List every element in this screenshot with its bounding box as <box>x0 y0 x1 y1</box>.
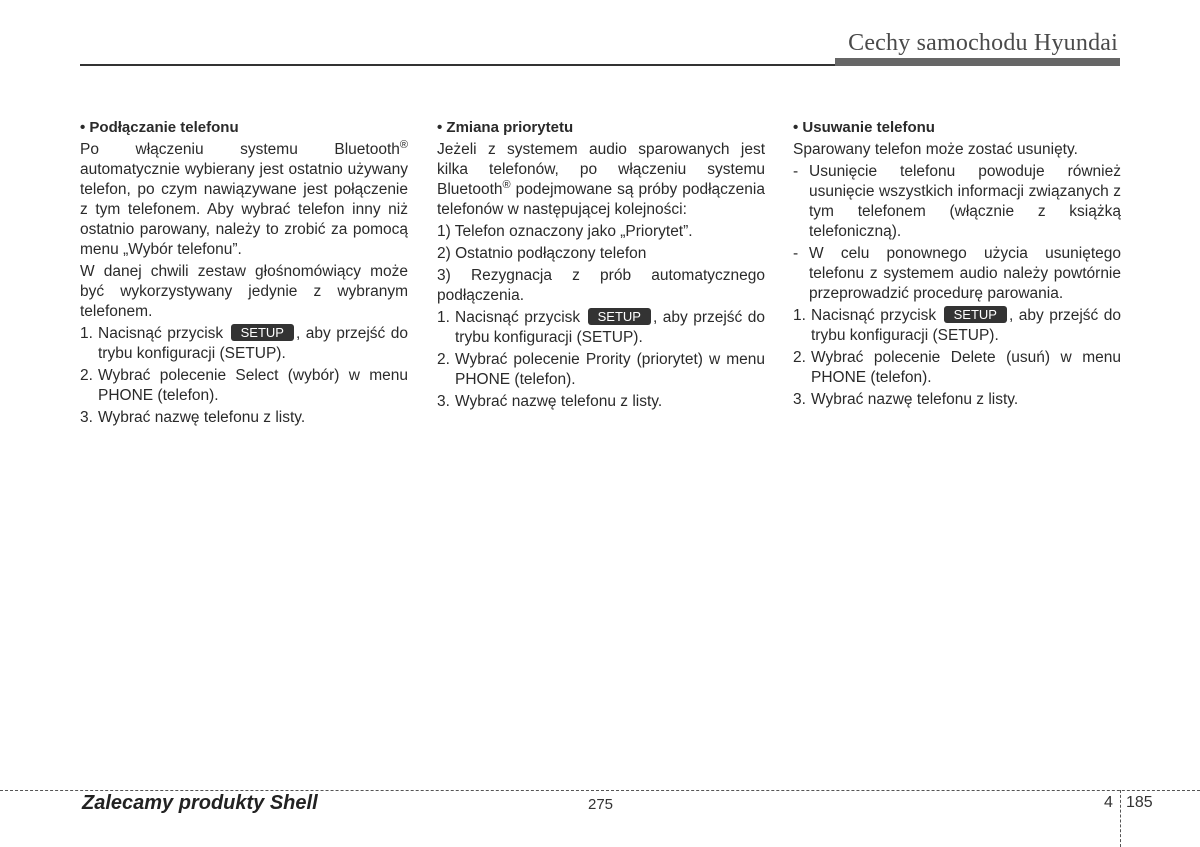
step-text: Wybrać polecenie Select (wybór) w menu PHONE (telefon). <box>98 367 408 404</box>
chapter-number: 4 <box>1104 794 1113 811</box>
step-number: 3. <box>437 393 450 410</box>
step-2 <box>80 366 408 406</box>
dash-text: Usunięcie telefonu powoduje również usunięcie wszystkich informacji związanych z tym telefonem (włącznie z książką telefoniczną). <box>809 163 1121 240</box>
header-rule <box>80 64 836 66</box>
page-divider <box>1120 790 1121 847</box>
setup-button: SETUP <box>588 308 651 325</box>
step-number: 1. <box>437 309 450 326</box>
step-1 <box>437 308 765 348</box>
step-2 <box>793 348 1121 388</box>
text: podejmowane są próby podłączenia telefonów w następującej kolejności: <box>437 181 765 218</box>
step-number: 1. <box>793 307 806 324</box>
step-number: 3. <box>793 391 806 408</box>
dash-item <box>793 162 1121 242</box>
step-3 <box>437 392 765 412</box>
text: Jeżeli z systemem audio sparowanych jest kilka telefonów, po włączeniu systemu Bluetooth <box>437 141 765 198</box>
section-change-priority <box>437 118 765 414</box>
setup-button: SETUP <box>944 306 1007 323</box>
text: automatycznie wybierany jest ostatnio używany telefon, po czym nawiązywane jest połączenie z tym telefonem. Aby wybrać telefon inny niż ostatnio parowany, należy to zrobić za pomocą menu „Wybór telefonu”. <box>80 161 408 258</box>
text: , aby przejść do trybu konfiguracji (SETUP). <box>98 325 408 362</box>
text: Nacisnąć przycisk <box>455 309 586 326</box>
registered-mark: ® <box>399 138 408 151</box>
list-item: 2) Ostatnio podłączony telefon <box>437 245 647 262</box>
step-number: 1. <box>80 325 93 342</box>
footer-brand: Zalecamy produkty Shell <box>82 792 318 814</box>
section-delete-phone <box>793 118 1121 412</box>
dash-mark: - <box>793 245 799 262</box>
step-text <box>811 306 1121 346</box>
paragraph <box>437 140 765 220</box>
step-number: 2. <box>793 349 806 366</box>
footer-center-number: 275 <box>588 796 614 813</box>
section-heading: • Podłączanie telefonu <box>80 119 239 136</box>
footer-rule <box>0 790 1200 791</box>
dash-item <box>793 244 1121 304</box>
section-heading: • Zmiana priorytetu <box>437 119 574 136</box>
paragraph <box>80 140 408 260</box>
header-tab <box>835 58 1120 66</box>
text: Po włączeniu systemu Bluetooth <box>80 141 400 158</box>
text: Nacisnąć przycisk <box>811 307 942 324</box>
setup-button: SETUP <box>231 324 294 341</box>
step-3 <box>793 390 1121 410</box>
step-2 <box>437 350 765 390</box>
section-heading: • Usuwanie telefonu <box>793 119 935 136</box>
registered-mark: ® <box>502 178 511 191</box>
step-text <box>98 324 408 364</box>
page-number: 185 <box>1126 794 1153 811</box>
dash-text: W celu ponownego użycia usuniętego telefonu z systemem audio należy powtórnie przeprowadzić procedurę parowania. <box>809 245 1121 302</box>
text: , aby przejść do trybu konfiguracji (SETUP). <box>811 307 1121 344</box>
paragraph: W danej chwili zestaw głośnomówiący może być wykorzystywany jedynie z wybranym telefonem. <box>80 263 408 320</box>
dash-mark: - <box>793 163 799 180</box>
step-text: Wybrać nazwę telefonu z listy. <box>455 393 663 410</box>
step-text: Wybrać polecenie Prority (priorytet) w menu PHONE (telefon). <box>455 351 765 388</box>
step-1 <box>793 306 1121 346</box>
step-number: 2. <box>437 351 450 368</box>
step-1 <box>80 324 408 364</box>
list-item: 1) Telefon oznaczony jako „Priorytet”. <box>437 223 693 240</box>
header-title: Cechy samochodu Hyundai <box>848 30 1118 56</box>
list-item: 3) Rezygnacja z prób automatycznego podłączenia. <box>437 267 765 304</box>
paragraph: Sparowany telefon może zostać usunięty. <box>793 141 1078 158</box>
step-text: Wybrać nazwę telefonu z listy. <box>98 409 306 426</box>
section-connect-phone <box>80 118 408 430</box>
step-text: Wybrać polecenie Delete (usuń) w menu PHONE (telefon). <box>811 349 1121 386</box>
text: , aby przejść do trybu konfiguracji (SETUP). <box>455 309 765 346</box>
step-text: Wybrać nazwę telefonu z listy. <box>811 391 1019 408</box>
step-text <box>455 308 765 348</box>
text: Nacisnąć przycisk <box>98 325 229 342</box>
step-3 <box>80 408 408 428</box>
step-number: 2. <box>80 367 93 384</box>
step-number: 3. <box>80 409 93 426</box>
